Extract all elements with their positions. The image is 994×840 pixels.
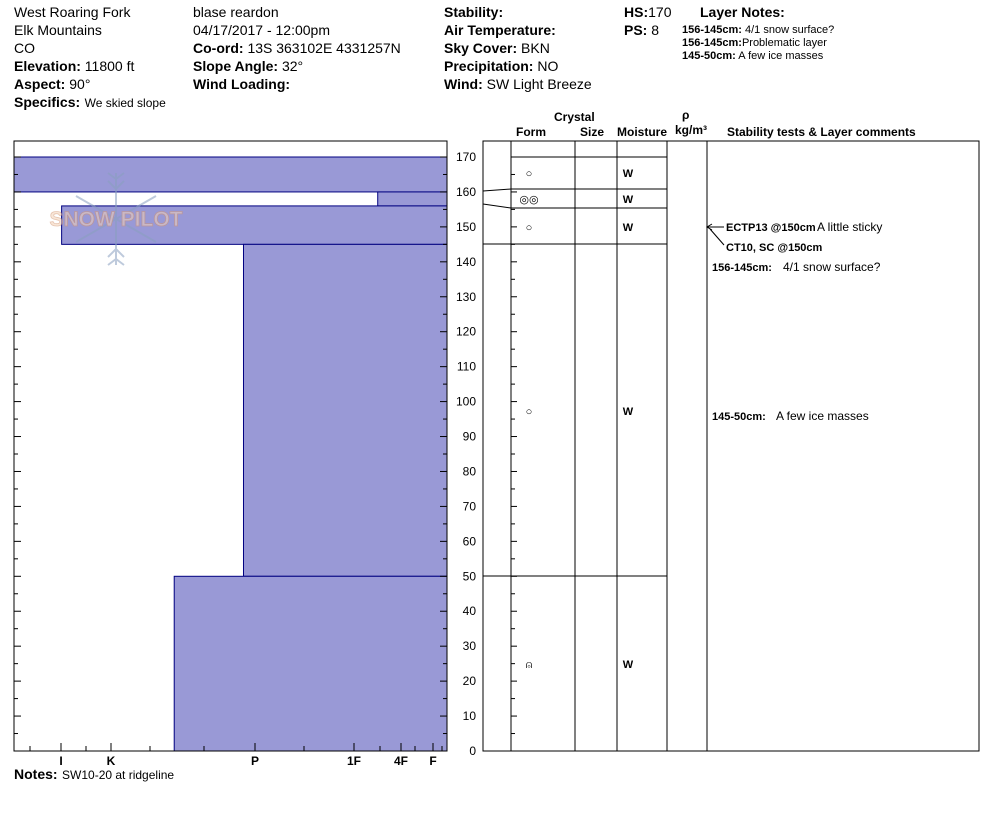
rho-header: ρ (682, 108, 690, 122)
elevation-value: 11800 ft (84, 58, 135, 74)
depth-connector (483, 189, 511, 191)
ps-value: 8 (651, 22, 660, 38)
y-tick-label: 30 (462, 639, 476, 654)
slope-label: Slope Angle: (193, 58, 279, 74)
y-tick-label: 150 (455, 219, 476, 234)
layer-note-text: 4/1 snow surface? (745, 24, 835, 36)
precip-label: Precipitation: (444, 58, 534, 74)
mountain-range: Elk Mountains (14, 22, 102, 38)
specifics-value: We skied slope (84, 96, 166, 110)
sky-label: Sky Cover: (444, 40, 518, 56)
specifics-label: Specifics: (14, 94, 81, 110)
grain-form-icon: ○ (525, 222, 533, 234)
right-y-ticks (456, 150, 517, 758)
hs-value: 170 (648, 4, 672, 20)
grain-form-icon: ⍝ (525, 659, 533, 671)
y-tick-label: 130 (455, 289, 476, 304)
hardness-label: I (59, 754, 63, 768)
y-tick-label: 100 (455, 394, 476, 409)
layer-comment-range: 156-145cm: (712, 262, 772, 274)
notes-label: Notes: (14, 766, 58, 782)
air-temp-label: Air Temperature: (444, 22, 556, 38)
y-tick-label: 70 (462, 499, 476, 514)
coord-value: 13S 363102E 4331257N (247, 40, 401, 56)
y-tick-label: 120 (455, 324, 476, 339)
watermark-text: SNOW PILOT (49, 208, 183, 231)
layer-note-range: 156-145cm: (682, 37, 742, 49)
layer-notes-title: Layer Notes: (700, 4, 785, 20)
state: CO (14, 40, 35, 56)
precip-value: NO (537, 58, 559, 74)
hardness-layers (14, 157, 447, 751)
elevation-label: Elevation: (14, 58, 81, 74)
hardness-label: 1F (346, 754, 362, 768)
observer: blase reardon (193, 4, 279, 20)
layer-comment-text: A few ice masses (776, 409, 869, 423)
layer-note-text: Problematic layer (741, 37, 827, 49)
notes (14, 766, 174, 784)
datetime: 04/17/2017 - 12:00pm (193, 22, 330, 38)
moisture-value: W (622, 659, 634, 671)
aspect-label: Aspect: (14, 76, 66, 92)
stability-tests-header: Stability tests & Layer comments (727, 125, 916, 139)
notes-value: SW10-20 at ridgeline (62, 768, 175, 782)
grain-form-icon: ◎◎ (519, 194, 539, 206)
layer-comment-range: 145-50cm: (712, 411, 766, 423)
wind-label: Wind: (444, 76, 483, 92)
moisture-value: W (622, 168, 634, 180)
y-tick-label: 40 (462, 604, 476, 619)
moisture-value: W (622, 194, 634, 206)
layer-comment-text: 4/1 snow surface? (783, 260, 881, 274)
grain-form-icon: ○ (525, 406, 533, 418)
hardness-bar (378, 192, 447, 206)
depth-connector (483, 204, 511, 208)
coord-label: Co-ord: (193, 40, 244, 56)
hardness-label: K (106, 754, 116, 768)
hardness-bar (243, 244, 447, 576)
layer-note-range: 156-145cm: (682, 24, 742, 36)
density-unit-header: kg/m³ (675, 123, 708, 137)
y-tick-label: 160 (455, 184, 476, 199)
y-tick-label: 20 (462, 674, 476, 689)
size-header: Size (580, 125, 605, 139)
y-tick-label: 110 (456, 359, 476, 374)
y-tick-label: 10 (462, 709, 476, 724)
y-tick-label: 50 (462, 569, 476, 584)
hardness-label: F (429, 754, 437, 768)
crystal-header: Crystal (554, 110, 595, 124)
aspect-value: 90° (69, 76, 91, 92)
wind-loading-label: Wind Loading: (193, 76, 291, 92)
stability-pointer (710, 229, 724, 245)
stability-label: Stability: (444, 4, 504, 20)
y-tick-label: 140 (455, 254, 476, 269)
grain-form-icon: ○ (525, 168, 533, 180)
y-tick-label: 80 (462, 464, 476, 479)
moisture-header: Moisture (617, 125, 668, 139)
form-header: Form (516, 125, 546, 139)
layer-note-range: 145-50cm: (682, 50, 736, 62)
stability-comment: A little sticky (817, 220, 883, 234)
moisture-value: W (622, 222, 634, 234)
location-name: West Roaring Fork (14, 4, 131, 20)
hs-label: HS: (624, 4, 649, 20)
hardness-label: P (250, 754, 260, 768)
stability-test: ECTP13 @150cm (726, 222, 816, 234)
hardness-label: 4F (393, 754, 409, 768)
ps-label: PS: (624, 22, 648, 38)
moisture-value: W (622, 406, 634, 418)
y-tick-label: 170 (455, 150, 476, 164)
hardness-bar (14, 157, 447, 192)
y-tick-label: 0 (469, 744, 476, 758)
sky-value: BKN (521, 40, 550, 56)
slope-value: 32° (281, 58, 304, 74)
y-tick-label: 90 (462, 429, 476, 444)
hardness-bar (174, 576, 447, 751)
wind-value: SW Light Breeze (486, 76, 592, 92)
layer-note-text: A few ice masses (738, 50, 824, 62)
y-tick-label: 60 (462, 534, 476, 549)
stability-test: CT10, SC @150cm (726, 242, 823, 254)
